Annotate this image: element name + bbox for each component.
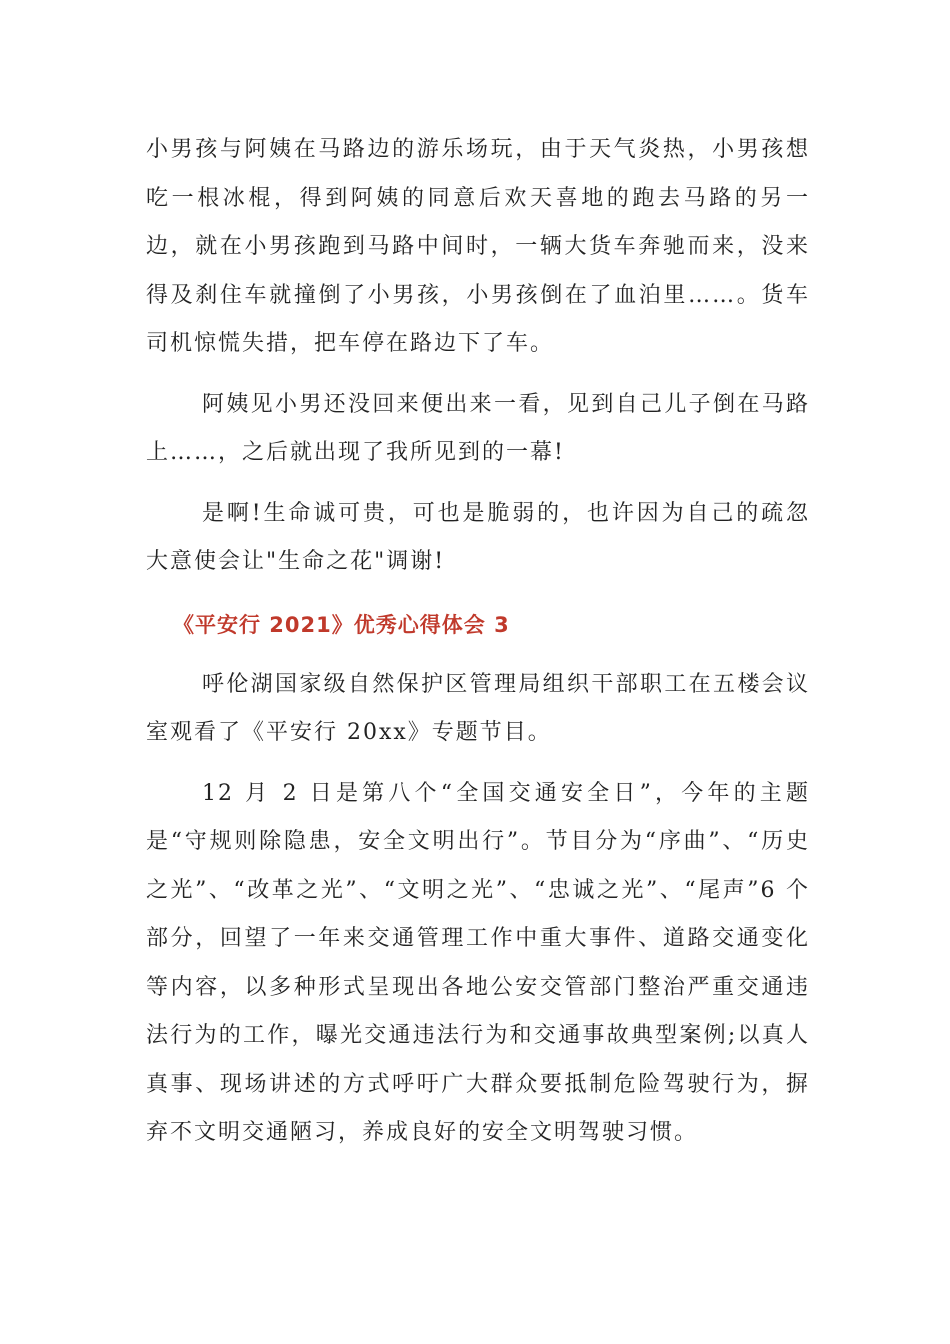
paragraph-life-precious: 是啊!生命诚可贵，可也是脆弱的，也许因为自己的疏忽大意使会让"生命之花"调谢!: [146, 500, 810, 574]
document-body: [146, 126, 810, 1158]
section-heading: 《平安行 2021》优秀心得体会 3: [173, 612, 510, 637]
paragraph-program-viewing: 呼伦湖国家级自然保护区管理局组织干部职工在五楼会议室观看了《平安行 20xx》专题节目。: [146, 671, 810, 745]
paragraph-safety-day: 12 月 2 日是第八个“全国交通安全日”，今年的主题是“守规则除隐患，安全文明出行”。节目分为“序曲”、“历史之光”、“改革之光”、“文明之光”、“忠诚之光”、“尾声”6 个部分，回望了一年来交通管理工作中重大事件、道路交通变化等内容，以多种形式呈现出各地公安交管部门整治严重交通违法行为的工作，曝光交通违法行为和交通事故典型案例;以真人真事、现场讲述的方式呼吁广大群众要抵制危险驾驶行为，摒弃不文明交通陋习，养成良好的安全文明驾驶习惯。: [146, 780, 810, 1145]
paragraph-aunt-discovers: 阿姨见小男还没回来便出来一看，见到自己儿子倒在马路上……，之后就出现了我所见到的一幕!: [146, 391, 810, 465]
paragraph-accident-story: 小男孩与阿姨在马路边的游乐场玩，由于天气炎热，小男孩想吃一根冰棍，得到阿姨的同意后欢天喜地的跑去马路的另一边，就在小男孩跑到马路中间时，一辆大货车奔驰而来，没来得及刹住车就撞倒了小男孩，小男孩倒在了血泊里……。货车司机惊慌失措，把车停在路边下了车。: [146, 137, 810, 356]
